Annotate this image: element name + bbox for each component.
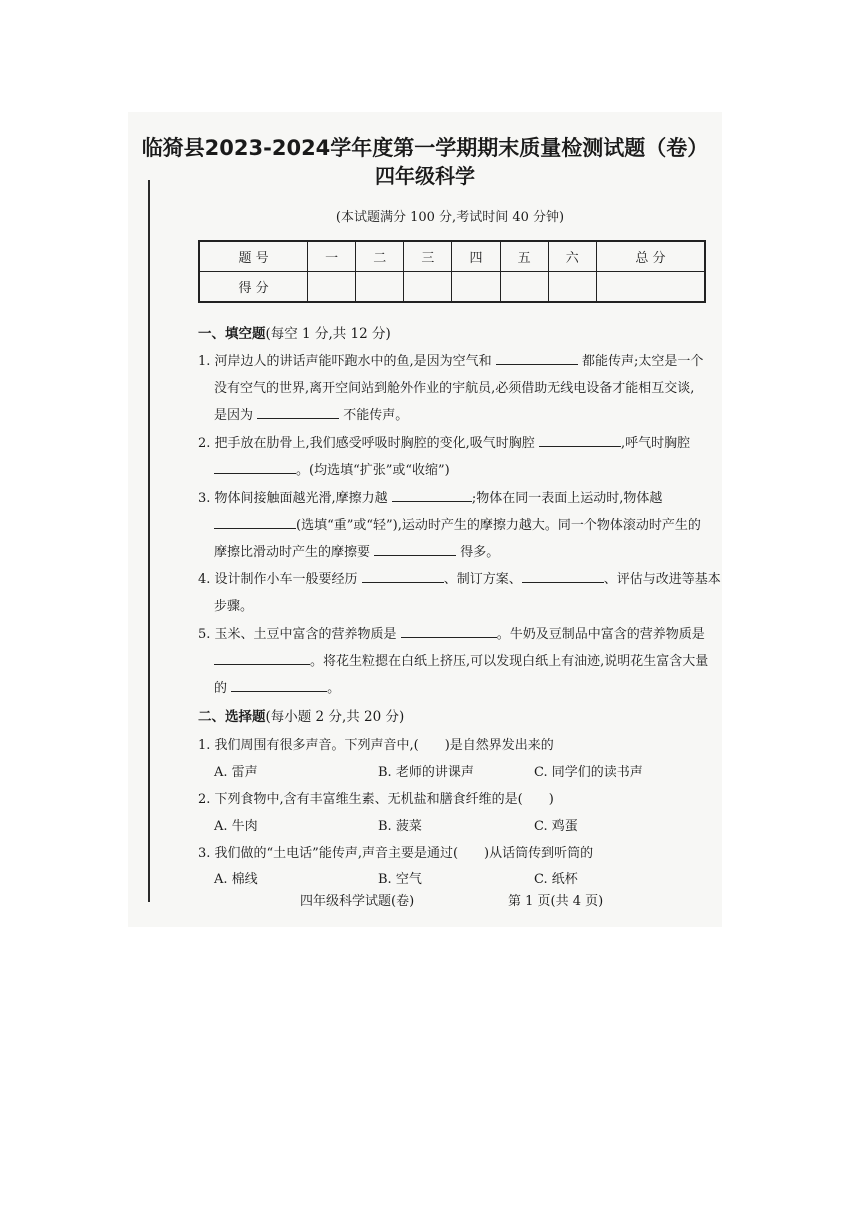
mc-option[interactable]: C. 纸杯 xyxy=(534,872,578,887)
section1-title: 一、填空题 xyxy=(198,326,266,342)
q5-line3 xyxy=(214,677,340,696)
q5-text-c: 。将花生粒摁在白纸上挤压,可以发现白纸上有油迹,说明花生富含大量 xyxy=(310,654,709,669)
answer-blank[interactable] xyxy=(214,652,310,665)
mc-option[interactable]: A. 雷声 xyxy=(214,765,258,780)
score-table-score-row xyxy=(199,272,705,303)
q3-text-c: (选填“重”或“轻”),运动时产生的摩擦力越大。同一个物体滚动时产生的 xyxy=(296,518,701,533)
q3-text-d: 摩擦比滑动时产生的摩擦要 xyxy=(214,545,371,560)
mc-option[interactable]: B. 空气 xyxy=(378,872,422,887)
mc-option[interactable]: B. 老师的讲课声 xyxy=(378,765,474,780)
table-cell: 一 xyxy=(308,241,356,272)
q5-text-a: 5. 玉米、土豆中富含的营养物质是 xyxy=(198,627,397,642)
exam-note: (本试题满分 100 分,考试时间 40 分钟) xyxy=(335,210,565,225)
q2-text-a: 2. 把手放在肋骨上,我们感受呼吸时胸腔的变化,吸气时胸腔 xyxy=(198,436,535,451)
answer-blank[interactable] xyxy=(374,543,456,556)
footer-page-number: 第 1 页(共 4 页) xyxy=(508,894,604,909)
answer-blank[interactable] xyxy=(362,570,444,583)
q3-text-a: 3. 物体间接触面越光滑,摩擦力越 xyxy=(198,491,388,506)
table-cell: 六 xyxy=(548,241,596,272)
q1-line2: 没有空气的世界,离开空间站到舱外作业的宇航员,必须借助无线电设备才能相互交谈, xyxy=(214,381,695,396)
exam-subtitle: 四年级科学 xyxy=(375,164,475,188)
q3-line3 xyxy=(214,541,499,560)
q3-line1 xyxy=(198,487,662,506)
score-cell[interactable] xyxy=(548,272,596,303)
q5-line1 xyxy=(198,623,705,642)
q1-line3 xyxy=(214,404,408,423)
q5-line2 xyxy=(214,650,708,669)
binding-line xyxy=(148,180,150,902)
table-cell: 五 xyxy=(500,241,548,272)
score-cell[interactable] xyxy=(356,272,404,303)
score-cell[interactable] xyxy=(404,272,452,303)
q4-text-a: 4. 设计制作小车一般要经历 xyxy=(198,572,358,587)
mc-question-stem: 2. 下列食物中,含有丰富维生素、无机盐和膳食纤维的是( ) xyxy=(198,792,554,807)
mc-option[interactable]: A. 牛肉 xyxy=(214,819,258,834)
q2-line2 xyxy=(214,459,450,478)
answer-blank[interactable] xyxy=(539,434,621,447)
mc-question-stem: 1. 我们周围有很多声音。下列声音中,( )是自然界发出来的 xyxy=(198,738,554,753)
footer-title: 四年级科学试题(卷) xyxy=(300,894,415,909)
score-table-header-row xyxy=(199,241,705,272)
answer-blank[interactable] xyxy=(392,489,472,502)
q1-text-a: 1. 河岸边人的讲话声能吓跑水中的鱼,是因为空气和 xyxy=(198,354,492,369)
table-cell: 得 分 xyxy=(199,272,308,303)
mc-option[interactable]: A. 棉线 xyxy=(214,872,258,887)
mc-option[interactable]: B. 菠菜 xyxy=(378,819,422,834)
q4-text-b: 、制订方案、 xyxy=(443,572,522,587)
q1-line1 xyxy=(198,350,703,369)
score-cell[interactable] xyxy=(308,272,356,303)
table-cell: 题 号 xyxy=(199,241,308,272)
answer-blank[interactable] xyxy=(522,570,604,583)
exam-title: 临猗县2023-2024学年度第一学期期末质量检测试题（卷） xyxy=(141,136,709,160)
mc-option[interactable]: C. 同学们的读书声 xyxy=(534,765,643,780)
q5-text-d: 的 xyxy=(214,681,228,696)
q2-text-c: 。(均选填“扩张”或“收缩”) xyxy=(296,463,450,478)
q3-text-b: ;物体在同一表面上运动时,物体越 xyxy=(471,491,663,506)
score-table xyxy=(198,240,706,303)
table-cell: 总 分 xyxy=(596,241,705,272)
q3-text-e: 得多。 xyxy=(460,545,500,560)
q1-text-d: 是因为 xyxy=(214,408,254,423)
q5-text-e: 。 xyxy=(327,681,341,696)
table-cell: 三 xyxy=(404,241,452,272)
table-cell: 二 xyxy=(356,241,404,272)
q2-text-b: ,呼气时胸腔 xyxy=(620,436,691,451)
q4-line2: 步骤。 xyxy=(214,599,254,614)
q5-text-b: 。牛奶及豆制品中富含的营养物质是 xyxy=(496,627,705,642)
score-cell[interactable] xyxy=(500,272,548,303)
table-cell: 四 xyxy=(452,241,500,272)
q1-text-e: 不能传声。 xyxy=(343,408,409,423)
q2-line1 xyxy=(198,432,690,451)
q4-text-c: 、评估与改进等基本 xyxy=(603,572,721,587)
section1-heading xyxy=(198,322,391,342)
answer-blank[interactable] xyxy=(401,625,497,638)
section2-note: (每小题 2 分,共 20 分) xyxy=(265,709,405,725)
answer-blank[interactable] xyxy=(257,406,339,419)
q4-line1 xyxy=(198,568,721,587)
answer-blank[interactable] xyxy=(214,461,296,474)
section2-heading xyxy=(198,705,404,725)
answer-blank[interactable] xyxy=(231,679,327,692)
q3-line2 xyxy=(214,514,701,533)
mc-option[interactable]: C. 鸡蛋 xyxy=(534,819,578,834)
score-cell[interactable] xyxy=(452,272,500,303)
mc-question-stem: 3. 我们做的“土电话”能传声,声音主要是通过( )从话筒传到听筒的 xyxy=(198,846,594,861)
answer-blank[interactable] xyxy=(496,352,578,365)
answer-blank[interactable] xyxy=(214,516,296,529)
section1-note: (每空 1 分,共 12 分) xyxy=(265,326,391,342)
section2-title: 二、选择题 xyxy=(198,709,266,725)
q1-text-b: 都能传声;太空是一个 xyxy=(581,354,704,369)
score-cell[interactable] xyxy=(596,272,705,303)
